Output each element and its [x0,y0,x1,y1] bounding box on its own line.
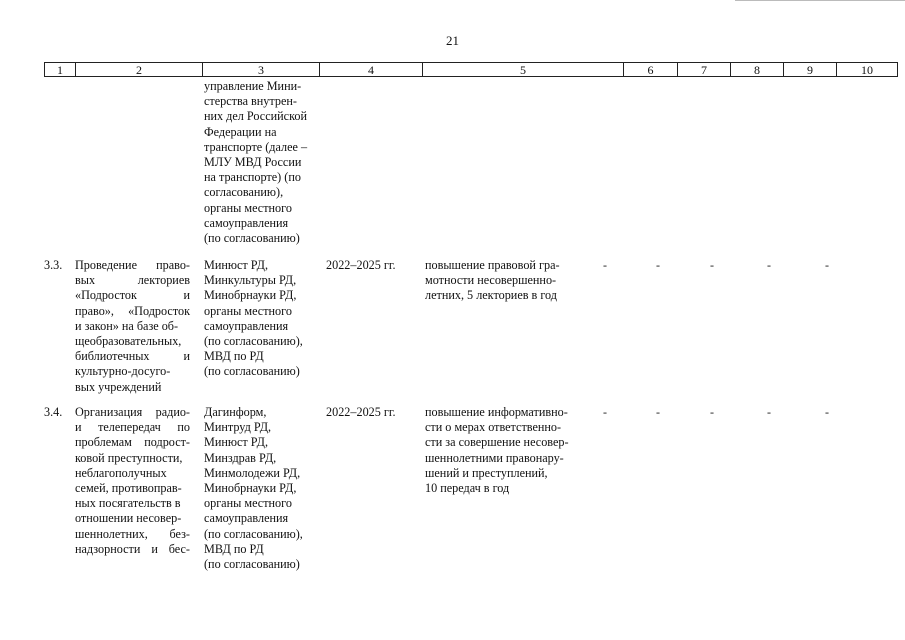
text-line: «Подросток и [75,288,190,303]
dash-col-6: - [603,258,607,272]
text-line: (по согласованию) [204,231,300,246]
text-line: культурно-досуго- [75,364,171,379]
text-line: стерства внутрен- [204,94,297,109]
row-period: 2022–2025 гг. [326,405,396,419]
text-line: библиотечных и [75,349,190,364]
text-line: вых лекториев [75,273,190,288]
text-line: Организация радио- [75,405,190,419]
text-line: (по согласованию) [204,557,300,572]
dash-col-9: - [767,405,771,419]
text-line: и закон» на базе об- [75,318,179,333]
text-line: (по согласованию), [204,526,303,541]
header-col-8: 8 [730,62,784,77]
header-col-4: 4 [319,62,423,77]
text-line: согласованию), [204,185,284,200]
row-period: 2022–2025 гг. [326,258,396,272]
text-line: шеннолетних, без- [75,526,190,541]
text-line: Минздрав РД, [204,450,277,465]
text-line: шений и преступлений, [425,465,548,480]
row-executors [204,405,320,572]
text-line: Минобрнауки РД, [204,288,297,303]
row-number: 3.4. [44,405,63,419]
text-line: повышение правовой гра- [425,258,560,272]
text-line: управление Мини- [204,79,302,93]
text-line: МВД по РД [204,541,264,556]
text-line: семей, противоправ- [75,481,182,496]
text-line: МЛУ МВД России [204,155,302,170]
dash-col-8: - [710,405,714,419]
text-line: Дагинформ, [204,405,267,419]
text-line: надзорности и бес- [75,541,190,556]
text-line: повышение информативно- [425,405,568,419]
text-line: Минмолодежи РД, [204,465,301,480]
text-line: отношении несовер- [75,511,182,526]
row-description [75,258,190,395]
text-line: Проведение право- [75,258,190,272]
dash-col-6: - [603,405,607,419]
continuation-cell [204,79,307,246]
text-line: МВД по РД [204,349,264,364]
text-line: самоуправления [204,511,289,526]
text-line: Минюст РД, [204,258,268,272]
text-line: на транспорте) (по [204,170,301,185]
page-number: 21 [446,33,459,48]
text-line: 10 передач в год [425,481,510,496]
text-line: (по согласованию) [204,364,300,379]
text-line: и телепередач по [75,420,190,435]
text-line: Минкультуры РД, [204,273,297,288]
header-col-1: 1 [44,62,76,77]
dash-col-8: - [710,258,714,272]
text-line: неблагополучных [75,465,167,480]
dash-col-9: - [767,258,771,272]
row-expected-result [425,405,615,496]
header-col-5: 5 [422,62,624,77]
continuation-col3 [204,79,307,246]
text-line: сти о мерах ответственно- [425,420,562,435]
text-line: органы местного [204,496,292,511]
dash-col-10: - [825,405,829,419]
header-col-3: 3 [202,62,320,77]
header-col-10: 10 [836,62,898,77]
text-line: Минюст РД, [204,435,268,450]
text-line: щеобразовательных, [75,334,182,349]
text-line: (по согласованию), [204,334,303,349]
header-col-7: 7 [677,62,731,77]
row-description [75,405,190,557]
header-col-9: 9 [783,62,837,77]
header-col-2: 2 [75,62,203,77]
text-line: право», «Подросток [75,303,190,318]
text-line: Федерации на [204,124,277,139]
text-line: самоуправления [204,318,289,333]
text-line: вых учреждений [75,379,162,394]
text-line: транспорте (далее – [204,139,308,154]
dash-col-10: - [825,258,829,272]
row-number: 3.3. [44,258,63,272]
row-executors [204,258,320,380]
text-line: летних, 5 лекториев в год [425,288,557,303]
text-line: Минобрнауки РД, [204,481,297,496]
text-line: ных посягательств в [75,496,181,511]
text-line: шеннолетними правонару- [425,450,564,465]
dash-col-7: - [656,405,660,419]
text-line: сти за совершение несовер- [425,435,569,450]
text-line: самоуправления [204,215,289,230]
top-rule [735,0,905,1]
text-line: проблемам подрост- [75,435,190,450]
row-expected-result [425,258,615,304]
text-line: ковой преступности, [75,450,183,465]
text-line: них дел Российской [204,109,307,124]
header-col-6: 6 [623,62,678,77]
text-line: органы местного [204,200,292,215]
text-line: Минтруд РД, [204,420,272,435]
text-line: органы местного [204,303,292,318]
dash-col-7: - [656,258,660,272]
text-line: мотности несовершенно- [425,273,557,288]
